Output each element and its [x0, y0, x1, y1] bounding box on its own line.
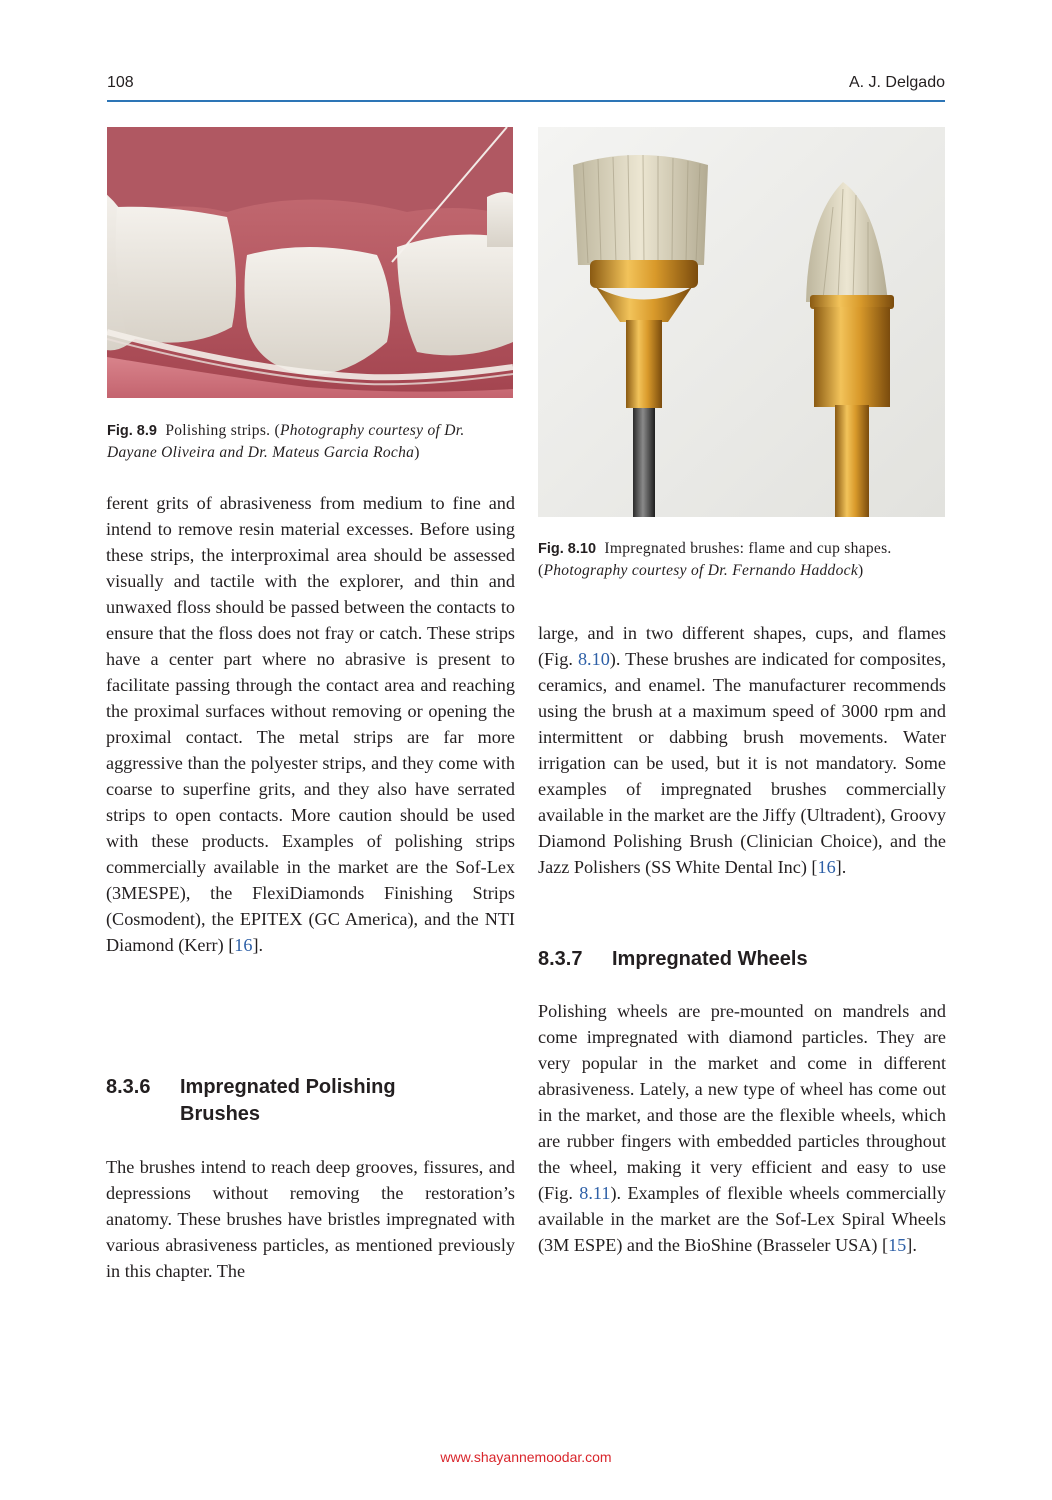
right-column-paragraph-1 [538, 620, 946, 880]
section-heading-8-3-6 [106, 1074, 506, 1134]
section-number: 8.3.7 [538, 948, 583, 970]
figure-label: Fig. 8.10 [538, 541, 597, 557]
section-title: Impregnated Polishing Brushes [180, 1076, 396, 1125]
header-rule [107, 100, 945, 102]
citation-link[interactable]: 16 [817, 857, 836, 877]
citation-link[interactable]: 16 [234, 935, 253, 955]
caption-credit: Photography courtesy of Dr. Dayane Oliveira and Dr. Mateus Garcia Rocha [107, 422, 465, 461]
figure-8-9-photo [107, 127, 513, 398]
section-heading-8-3-7 [538, 946, 938, 976]
body-text: Polishing wheels are pre-mounted on mandrels and come impregnated with diamond particles. They are very popular in the market and come in different abrasiveness. Lately, a new type of wheel has come out in the market, and those are the flexible wheels, which are rubber fingers with embedded particles throughout the wheel, making it very efficient and easy to use (Fig. [538, 1001, 946, 1203]
running-header [107, 72, 945, 96]
footer-watermark[interactable]: www.shayannemoodar.com [440, 1449, 612, 1465]
figure-8-10-photo [538, 127, 945, 517]
body-text: ]. [252, 935, 264, 955]
figure-8-10-caption: Fig. 8.10 Impregnated brushes: flame and cup shapes. (Photography courtesy of Dr. Fernando Haddock) [538, 540, 892, 579]
figure-8-9-caption: Fig. 8.9 Polishing strips. (Photography courtesy of Dr. Dayane Oliveira and Dr. Mateus Garcia Rocha) [107, 422, 465, 461]
caption-text: Impregnated brushes: flame and cup shapes. [604, 540, 892, 557]
citation-link[interactable]: 15 [888, 1235, 907, 1255]
body-text: large, and in two different shapes, cups, and flames (Fig. [538, 623, 946, 669]
section-title: Impregnated Wheels [612, 948, 808, 970]
right-column-paragraph-2 [538, 998, 946, 1258]
body-text: ). Examples of flexible wheels commercially available in the market are the Sof-Lex Spiral Wheels (3M ESPE) and the BioShine (Brasseler USA) [ [538, 1183, 946, 1255]
body-text: ). These brushes are indicated for composites, ceramics, and enamel. The manufacturer recommends using the brush at a maximum speed of 3000 rpm and intermittent or dabbing brush movements. Water irrigation can be used, but it is not mandatory. Some examples of impregnated brushes commercially available in the market are the Jiffy (Ultradent), Groovy Diamond Polishing Brush (Clinician Choice), and the Jazz Polishers (SS White Dental Inc) [ [538, 649, 946, 877]
running-author: A. J. Delgado [848, 74, 945, 91]
caption-text: Polishing strips. [165, 422, 271, 439]
caption-credit: Photography courtesy of Dr. Fernando Haddock [543, 562, 859, 579]
figure-label: Fig. 8.9 [107, 423, 157, 439]
body-text: ]. [835, 857, 847, 877]
body-text: ]. [906, 1235, 917, 1255]
figure-link[interactable]: 8.10 [577, 649, 610, 669]
page-number: 108 [107, 74, 134, 91]
figure-link[interactable]: 8.11 [579, 1183, 611, 1203]
section-number: 8.3.6 [106, 1076, 151, 1098]
left-column-paragraph-1 [106, 490, 515, 958]
left-column-paragraph-2 [106, 1154, 515, 1284]
body-text: ferent grits of abrasiveness from medium to fine and intend to remove resin material excesses. Before using these strips, the interproximal area should be assessed visually and tactile with the explorer, and thin and unwaxed floss should be passed between the contacts to ensure that the floss does not fray or catch. These strips have a center part where no abrasive is present to facilitate passing through the contact area and reaching the proximal surfaces without removing or opening the proximal contact. The metal strips are far more aggressive than the polyester strips, and they come with coarse to superfine grits, and they also have serrated strips to open contacts. More caution should be used with these products. Examples of polishing strips commercially available in the market are the Sof-Lex (3MESPE), the FlexiDiamonds Finishing Strips (Cosmodent), the EPITEX (GC America), and the NTI Diamond (Kerr) [ [106, 493, 515, 955]
body-text: The brushes intend to reach deep grooves, fissures, and depressions without removing the restoration’s anatomy. These brushes have bristles impregnated with various abrasiveness particles, as mentioned previously in this chapter. The [106, 1157, 515, 1281]
